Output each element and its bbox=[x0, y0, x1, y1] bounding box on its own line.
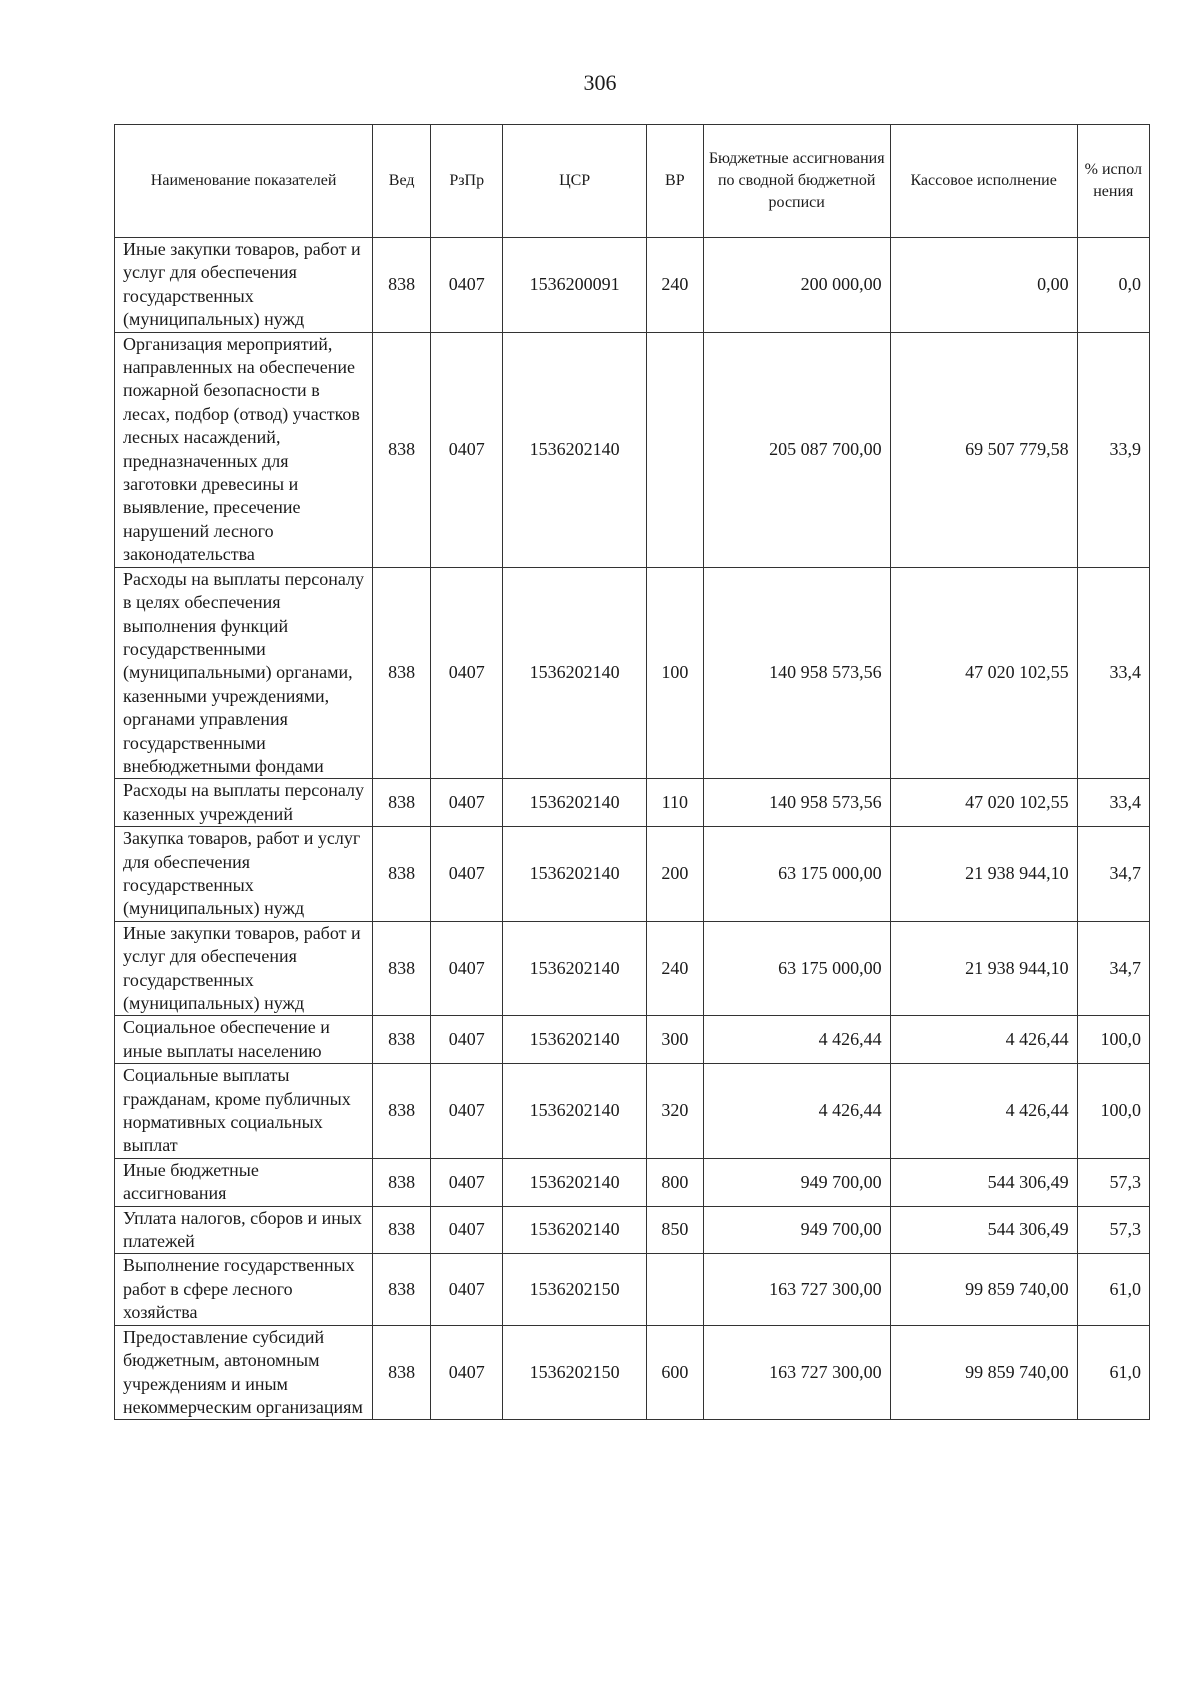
cell-cash: 0,00 bbox=[890, 238, 1077, 333]
cell-budget: 140 958 573,56 bbox=[703, 567, 890, 779]
cell-rzpr: 0407 bbox=[431, 567, 503, 779]
cell-percent: 57,3 bbox=[1077, 1158, 1149, 1206]
cell-budget: 4 426,44 bbox=[703, 1064, 890, 1159]
cell-name: Расходы на выплаты персоналу в целях обеспечения выполнения функций государственными (муниципальными) органами, казенными учреждениями, органами управления государственными внебюджетными фондами bbox=[115, 567, 373, 779]
page-number: 306 bbox=[583, 70, 617, 95]
cell-rzpr: 0407 bbox=[431, 238, 503, 333]
cell-name: Иные закупки товаров, работ и услуг для обеспечения государственных (муниципальных) нужд bbox=[115, 238, 373, 333]
cell-budget: 163 727 300,00 bbox=[703, 1254, 890, 1325]
cell-ved: 838 bbox=[373, 332, 431, 567]
cell-ved: 838 bbox=[373, 567, 431, 779]
cell-csr: 1536202140 bbox=[503, 567, 647, 779]
table-row bbox=[115, 1254, 1150, 1325]
cell-vr: 800 bbox=[646, 1158, 703, 1206]
table-header-row bbox=[115, 125, 1150, 238]
cell-vr: 600 bbox=[646, 1325, 703, 1420]
cell-cash: 544 306,49 bbox=[890, 1158, 1077, 1206]
cell-percent: 0,0 bbox=[1077, 238, 1149, 333]
cell-rzpr: 0407 bbox=[431, 1158, 503, 1206]
cell-vr bbox=[646, 1254, 703, 1325]
cell-csr: 1536202150 bbox=[503, 1254, 647, 1325]
table-row bbox=[115, 1206, 1150, 1254]
cell-ved: 838 bbox=[373, 1254, 431, 1325]
table-row bbox=[115, 921, 1150, 1016]
cell-name: Предоставление субсидий бюджетным, автономным учреждениям и иным некоммерческим организациям bbox=[115, 1325, 373, 1420]
cell-percent: 33,9 bbox=[1077, 332, 1149, 567]
cell-vr: 200 bbox=[646, 827, 703, 922]
cell-budget: 63 175 000,00 bbox=[703, 827, 890, 922]
cell-vr: 100 bbox=[646, 567, 703, 779]
cell-ved: 838 bbox=[373, 1325, 431, 1420]
cell-csr: 1536202140 bbox=[503, 1158, 647, 1206]
cell-budget: 63 175 000,00 bbox=[703, 921, 890, 1016]
cell-name: Закупка товаров, работ и услуг для обеспечения государственных (муниципальных) нужд bbox=[115, 827, 373, 922]
header-percent: % испол нения bbox=[1077, 125, 1149, 238]
cell-csr: 1536202140 bbox=[503, 827, 647, 922]
cell-cash: 99 859 740,00 bbox=[890, 1325, 1077, 1420]
cell-rzpr: 0407 bbox=[431, 1254, 503, 1325]
cell-name: Выполнение государственных работ в сфере лесного хозяйства bbox=[115, 1254, 373, 1325]
header-rzpr: РзПр bbox=[431, 125, 503, 238]
cell-csr: 1536202140 bbox=[503, 1016, 647, 1064]
cell-cash: 47 020 102,55 bbox=[890, 779, 1077, 827]
header-cash: Кассовое исполнение bbox=[890, 125, 1077, 238]
cell-ved: 838 bbox=[373, 827, 431, 922]
cell-vr bbox=[646, 332, 703, 567]
cell-budget: 163 727 300,00 bbox=[703, 1325, 890, 1420]
header-budget: Бюджетные ассигнования по сводной бюджетной росписи bbox=[703, 125, 890, 238]
table-row bbox=[115, 1064, 1150, 1159]
table-row bbox=[115, 827, 1150, 922]
cell-rzpr: 0407 bbox=[431, 921, 503, 1016]
header-name: Наименование показателей bbox=[115, 125, 373, 238]
cell-name: Социальное обеспечение и иные выплаты населению bbox=[115, 1016, 373, 1064]
cell-name: Социальные выплаты гражданам, кроме публичных нормативных социальных выплат bbox=[115, 1064, 373, 1159]
cell-vr: 240 bbox=[646, 238, 703, 333]
cell-csr: 1536202140 bbox=[503, 921, 647, 1016]
cell-cash: 69 507 779,58 bbox=[890, 332, 1077, 567]
header-ved: Вед bbox=[373, 125, 431, 238]
cell-percent: 57,3 bbox=[1077, 1206, 1149, 1254]
cell-cash: 21 938 944,10 bbox=[890, 921, 1077, 1016]
cell-rzpr: 0407 bbox=[431, 1016, 503, 1064]
cell-budget: 949 700,00 bbox=[703, 1158, 890, 1206]
cell-name: Иные закупки товаров, работ и услуг для обеспечения государственных (муниципальных) нужд bbox=[115, 921, 373, 1016]
header-csr: ЦСР bbox=[503, 125, 647, 238]
cell-cash: 21 938 944,10 bbox=[890, 827, 1077, 922]
cell-csr: 1536202140 bbox=[503, 1064, 647, 1159]
cell-name: Расходы на выплаты персоналу казенных учреждений bbox=[115, 779, 373, 827]
cell-cash: 4 426,44 bbox=[890, 1064, 1077, 1159]
cell-percent: 61,0 bbox=[1077, 1254, 1149, 1325]
cell-ved: 838 bbox=[373, 1158, 431, 1206]
table-row bbox=[115, 238, 1150, 333]
table-row bbox=[115, 1158, 1150, 1206]
cell-csr: 1536202140 bbox=[503, 779, 647, 827]
cell-ved: 838 bbox=[373, 238, 431, 333]
cell-percent: 61,0 bbox=[1077, 1325, 1149, 1420]
table-row bbox=[115, 1016, 1150, 1064]
cell-name: Организация мероприятий, направленных на обеспечение пожарной безопасности в лесах, подбор (отвод) участков лесных насаждений, предназначенных для заготовки древесины и выявление, пресечение нарушений лесного законодательства bbox=[115, 332, 373, 567]
cell-ved: 838 bbox=[373, 1064, 431, 1159]
cell-rzpr: 0407 bbox=[431, 827, 503, 922]
cell-percent: 34,7 bbox=[1077, 827, 1149, 922]
table-row bbox=[115, 332, 1150, 567]
table-row bbox=[115, 1325, 1150, 1420]
cell-vr: 240 bbox=[646, 921, 703, 1016]
cell-rzpr: 0407 bbox=[431, 1325, 503, 1420]
cell-name: Уплата налогов, сборов и иных платежей bbox=[115, 1206, 373, 1254]
cell-vr: 300 bbox=[646, 1016, 703, 1064]
cell-budget: 4 426,44 bbox=[703, 1016, 890, 1064]
cell-percent: 100,0 bbox=[1077, 1064, 1149, 1159]
header-vr: ВР bbox=[646, 125, 703, 238]
table-row bbox=[115, 779, 1150, 827]
cell-cash: 544 306,49 bbox=[890, 1206, 1077, 1254]
cell-csr: 1536202150 bbox=[503, 1325, 647, 1420]
cell-cash: 4 426,44 bbox=[890, 1016, 1077, 1064]
cell-cash: 99 859 740,00 bbox=[890, 1254, 1077, 1325]
cell-budget: 205 087 700,00 bbox=[703, 332, 890, 567]
cell-cash: 47 020 102,55 bbox=[890, 567, 1077, 779]
cell-csr: 1536202140 bbox=[503, 332, 647, 567]
cell-rzpr: 0407 bbox=[431, 332, 503, 567]
cell-ved: 838 bbox=[373, 921, 431, 1016]
cell-ved: 838 bbox=[373, 1206, 431, 1254]
cell-name: Иные бюджетные ассигнования bbox=[115, 1158, 373, 1206]
cell-percent: 34,7 bbox=[1077, 921, 1149, 1016]
cell-vr: 110 bbox=[646, 779, 703, 827]
cell-percent: 33,4 bbox=[1077, 779, 1149, 827]
cell-csr: 1536200091 bbox=[503, 238, 647, 333]
table-row bbox=[115, 567, 1150, 779]
cell-ved: 838 bbox=[373, 1016, 431, 1064]
cell-vr: 850 bbox=[646, 1206, 703, 1254]
cell-percent: 33,4 bbox=[1077, 567, 1149, 779]
cell-ved: 838 bbox=[373, 779, 431, 827]
budget-execution-table bbox=[114, 124, 1150, 1420]
cell-rzpr: 0407 bbox=[431, 779, 503, 827]
cell-percent: 100,0 bbox=[1077, 1016, 1149, 1064]
cell-csr: 1536202140 bbox=[503, 1206, 647, 1254]
cell-vr: 320 bbox=[646, 1064, 703, 1159]
cell-rzpr: 0407 bbox=[431, 1206, 503, 1254]
cell-budget: 949 700,00 bbox=[703, 1206, 890, 1254]
cell-budget: 200 000,00 bbox=[703, 238, 890, 333]
cell-rzpr: 0407 bbox=[431, 1064, 503, 1159]
cell-budget: 140 958 573,56 bbox=[703, 779, 890, 827]
